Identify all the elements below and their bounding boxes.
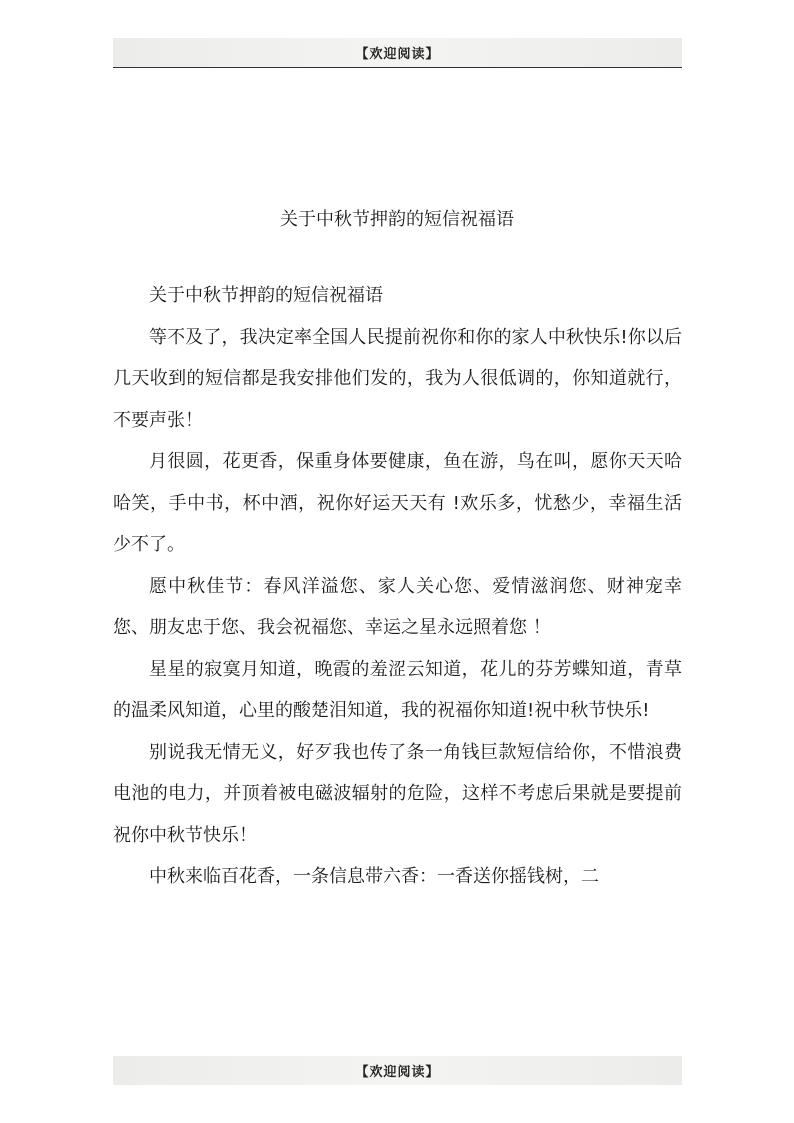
footer-banner-text: 【欢迎阅读】 (355, 1065, 440, 1080)
footer-banner (113, 1056, 682, 1085)
paragraph: 等不及了，我决定率全国人民提前祝你和你的家人中秋快乐!你以后几天收到的短信都是我安排他们发的，我为人很低调的，你知道就行，不要声张！ (113, 326, 682, 431)
paragraph: 星星的寂寞月知道，晚霞的羞涩云知道，花儿的芬芳蝶知道，青草的温柔风知道，心里的酸楚泪知道，我的祝福你知道!祝中秋节快乐! (113, 658, 682, 721)
paragraph: 愿中秋佳节：春风洋溢您、家人关心您、爱情滋润您、财神宠幸您、朋友忠于您、我会祝福您、幸运之星永远照着您 ！ (113, 575, 682, 638)
paragraph: 别说我无情无义，好歹我也传了条一角钱巨款短信给你，不惜浪费电池的电力，并顶着被电磁波辐射的危险，这样不考虑后果就是要提前祝你中秋节快乐！ (113, 741, 682, 846)
document-body (113, 275, 682, 898)
header-banner (113, 38, 682, 68)
paragraph: 月很圆，花更香，保重身体要健康，鱼在游，鸟在叫，愿你天天哈哈笑，手中书，杯中酒，祝你好运天天有 !欢乐多，忧愁少，幸福生活少不了。 (113, 451, 682, 555)
document-title: 关于中秋节押韵的短信祝福语 (280, 209, 514, 230)
header-banner-text: 【欢迎阅读】 (355, 47, 440, 62)
paragraph: 关于中秋节押韵的短信祝福语 (149, 285, 383, 306)
paragraph: 中秋来临百花香，一条信息带六香：一香送你摇钱树，二 (149, 866, 599, 887)
